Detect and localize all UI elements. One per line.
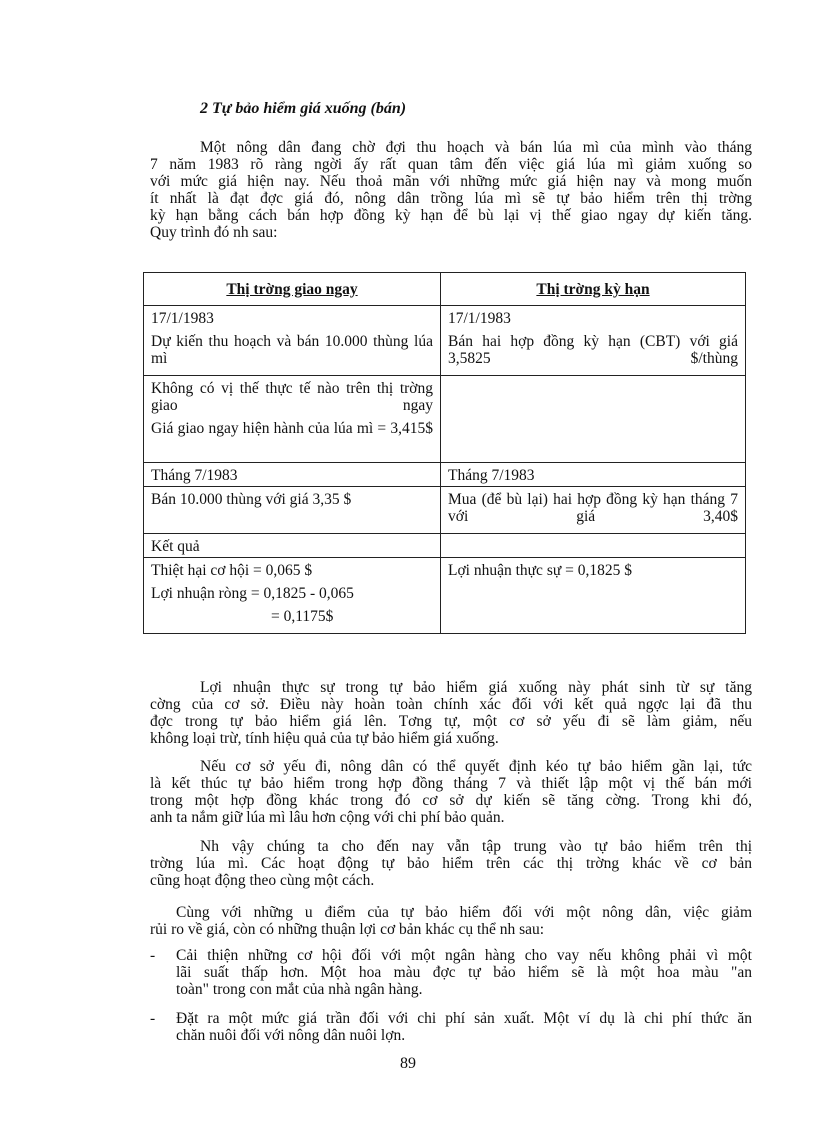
table-row	[144, 463, 746, 487]
text-line: kỳ hạn bằng cách bán hợp đồng kỳ hạn để bù lại vị thế giao ngay dự kiến tăng.	[150, 207, 752, 224]
text-line: trong một hợp đồng khác trong đó cơ sở dự kiến sẽ tăng cờng. Trong khi đó,	[150, 792, 752, 809]
table-cell	[441, 463, 746, 487]
table-row	[144, 534, 746, 558]
bullet-item	[150, 1010, 752, 1044]
cell-text: 17/1/1983	[448, 310, 511, 327]
text-line: cũng hoạt động theo cùng một cách.	[150, 872, 375, 889]
text-line: 7 năm 1983 rõ ràng ngời ấy rất quan tâm đến việc giá lúa mì giảm xuống so	[150, 156, 752, 173]
table-row	[144, 487, 746, 534]
table-cell	[144, 558, 441, 634]
table-cell	[144, 534, 441, 558]
table-header-row	[144, 273, 746, 306]
cell-text: Mua (để bù lại) hai hợp đồng kỳ hạn tháng 7 với giá 3,40$	[448, 491, 738, 525]
table-row	[144, 306, 746, 376]
cell-text: Tháng 7/1983	[151, 467, 238, 484]
intro-paragraph	[150, 139, 752, 241]
text-line: trờng lúa mì. Các hoạt động tự bảo hiểm trên các thị trờng khác về cơ bản	[150, 855, 752, 872]
cell-text: Kết quả	[151, 538, 200, 555]
dash-marker: -	[150, 1010, 156, 1027]
header-spot-market: Thị trờng giao ngay	[144, 273, 441, 306]
text-line: toàn" trong con mắt của nhà ngân hàng.	[176, 981, 423, 998]
table-row	[144, 376, 746, 463]
text-line: không loại trừ, tính hiệu quả của tự bảo hiểm giá xuống.	[150, 730, 499, 747]
text-line: Nếu cơ sở yếu đi, nông dân có thể quyết định kéo tự bảo hiểm gần lại, tức	[200, 758, 752, 775]
cell-text: = 0,1175$	[271, 608, 334, 625]
text-line: là kết thúc tự bảo hiểm trong hợp đồng tháng 7 và thiết lập một vị thế bán mới	[150, 775, 752, 792]
cell-text: Không có vị thế thực tế nào trên thị trờng giao ngay	[151, 380, 433, 414]
cell-text: 17/1/1983	[151, 310, 214, 327]
cell-text: Bán 10.000 thùng với giá 3,35 $	[151, 491, 352, 508]
table-row	[144, 558, 746, 634]
table-cell-empty	[441, 534, 746, 558]
hedge-table	[143, 272, 746, 634]
text-line: lãi suất thấp hơn. Một hoa màu đợc tự bảo hiểm sẽ là một hoa màu "an	[176, 964, 752, 981]
text-line: anh ta nắm giữ lúa mì lâu hơn cộng với chi phí bảo quản.	[150, 809, 505, 826]
table-cell	[441, 558, 746, 634]
cell-text: Lợi nhuận thực sự = 0,1825 $	[448, 562, 632, 579]
paragraph-2	[150, 679, 752, 747]
section-heading: 2 Tự bảo hiểm giá xuống (bán)	[200, 100, 407, 117]
text-line: Đặt ra một mức giá trần đối với chi phí sản xuất. Một ví dụ là chi phí thức ăn	[176, 1010, 752, 1027]
text-line: Lợi nhuận thực sự trong tự bảo hiểm giá xuống này phát sinh từ sự tăng	[200, 679, 752, 696]
header-futures-market: Thị trờng kỳ hạn	[441, 273, 746, 306]
table-cell	[441, 306, 746, 376]
cell-text: Thiệt hại cơ hội = 0,065 $	[151, 562, 313, 579]
table-cell	[144, 376, 441, 463]
text-line: rủi ro về giá, còn có những thuận lợi cơ bản khác cụ thể nh sau:	[150, 921, 545, 938]
text-line: cờng của cơ sở. Điều này hoàn toàn chính xác đối với kết quả ngợc lại đã thu	[150, 696, 752, 713]
cell-text: Dự kiến thu hoạch và bán 10.000 thùng lúa mì	[151, 333, 433, 367]
cell-text: Tháng 7/1983	[448, 467, 535, 484]
cell-text: Giá giao ngay hiện hành của lúa mì = 3,415$	[151, 420, 433, 437]
text-line: Quy trình đó nh sau:	[150, 224, 278, 241]
text-line: Nh vậy chúng ta cho đến nay vẫn tập trung vào tự bảo hiểm trên thị	[200, 838, 752, 855]
paragraph-5	[150, 904, 752, 938]
text-line: Cùng với những u điểm của tự bảo hiểm đối với một nông dân, việc giảm	[176, 904, 752, 921]
cell-text: Lợi nhuận ròng = 0,1825 - 0,065	[151, 585, 354, 602]
text-line: Cải thiện những cơ hội đối với một ngân hàng cho vay nếu không phải vì một	[176, 947, 752, 964]
table-cell	[441, 487, 746, 534]
text-line: Một nông dân đang chờ đợi thu hoạch và bán lúa mì của mình vào tháng	[200, 139, 752, 156]
text-line: ít nhất là đạt đợc giá đó, nông dân trồng lúa mì sẽ tự bảo hiểm trên thị trờng	[150, 190, 752, 207]
text-line: chăn nuôi đối với nông dân nuôi lợn.	[176, 1027, 406, 1044]
paragraph-3	[150, 758, 752, 826]
table-cell-empty	[441, 376, 746, 463]
cell-text: Bán hai hợp đồng kỳ hạn (CBT) với giá 3,5825 $/thùng	[448, 333, 738, 367]
table-cell	[144, 487, 441, 534]
table-cell	[144, 306, 441, 376]
text-line: với mức giá hiện nay. Nếu thoả mãn với những mức giá hiện nay và mong muốn	[150, 173, 752, 190]
text-line: đợc trong tự bảo hiểm giá lên. Tơng tự, một cơ sở yếu đi sẽ làm giảm, nếu	[150, 713, 752, 730]
page-number: 89	[400, 1055, 416, 1072]
table-cell	[144, 463, 441, 487]
bullet-item	[150, 947, 752, 998]
dash-marker: -	[150, 947, 156, 964]
paragraph-4	[150, 838, 752, 889]
